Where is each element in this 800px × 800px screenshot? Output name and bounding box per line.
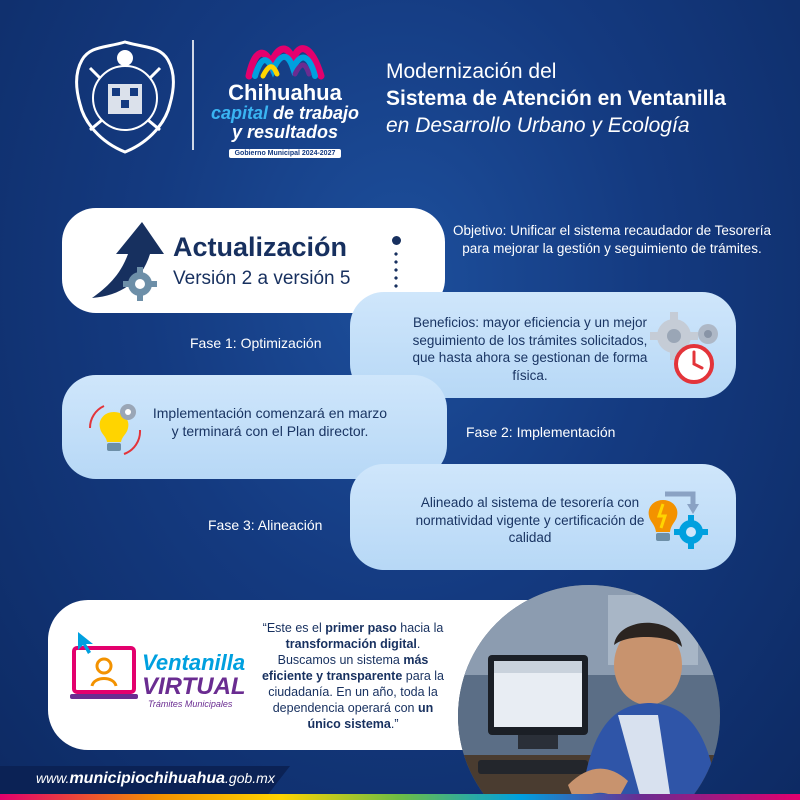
- virtual-logo-line1: Ventanilla: [142, 650, 246, 675]
- page-title: [386, 58, 786, 139]
- title-line-3: en Desarrollo Urbano y Ecología: [386, 114, 690, 137]
- chihuahua-brand-logo: [205, 38, 365, 156]
- brand-slogan-line1: capital de trabajo: [210, 103, 360, 123]
- virtual-logo-line3: Trámites Municipales: [148, 699, 233, 709]
- timeline-dotted-line: [394, 250, 398, 290]
- phase3-text: Alineado al sistema de tesorería con normatividad vigente y certificación de calidad: [415, 495, 645, 545]
- title-line-2: Sistema de Atención en Ventanilla: [386, 87, 726, 110]
- phase2-label: Fase 2: Implementación: [466, 424, 616, 440]
- timeline-dot: [392, 236, 401, 245]
- header-divider: [192, 40, 194, 150]
- update-subtitle: Versión 2 a versión 5: [173, 268, 351, 289]
- upward-arrow-gear-icon: [86, 218, 166, 306]
- computer-user-icon: [68, 628, 140, 718]
- brand-tag: Gobierno Municipal 2024-2027: [229, 149, 342, 158]
- title-line-1: Modernización del: [386, 60, 557, 83]
- brand-name: Chihuahua: [228, 80, 342, 105]
- lightbulb-gear-icon: [84, 398, 146, 460]
- chihuahua-municipal-seal-icon: [70, 38, 180, 156]
- phase1-text: Beneficios: mayor eficiencia y un mejor seguimiento de los trámites solicitados, que hasta ahora se gestionan de forma física.: [412, 315, 648, 383]
- gears-clock-icon: [646, 308, 726, 386]
- quote-text: “Este es el primer paso hacia la transformación digital. Buscamos un sistema más eficiente y transparente para la ciudadanía. En un año, toda la dependencia operará con un único sistema.”: [261, 621, 445, 731]
- virtual-logo-line2: VIRTUAL: [142, 673, 246, 700]
- rainbow-stripe: [0, 794, 800, 800]
- footer-website-link[interactable]: www.municipiochihuahua.gob.mx: [36, 770, 275, 787]
- phase1-label: Fase 1: Optimización: [190, 335, 322, 351]
- brand-slogan-line2: y resultados: [231, 122, 339, 142]
- phase2-text: Implementación comenzará en marzo y terminará con el Plan director.: [152, 405, 388, 439]
- bulb-flow-gear-icon: [643, 486, 709, 550]
- ventanilla-virtual-logo: [68, 628, 258, 718]
- update-title: Actualización: [173, 232, 348, 262]
- phase3-label: Fase 3: Alineación: [208, 517, 323, 533]
- chihuahua-wave-logo-icon: [245, 38, 325, 80]
- objective-text: Objetivo: Unificar el sistema recaudador de Tesorería para mejorar la gestión y seguimiento de trámites.: [453, 223, 771, 256]
